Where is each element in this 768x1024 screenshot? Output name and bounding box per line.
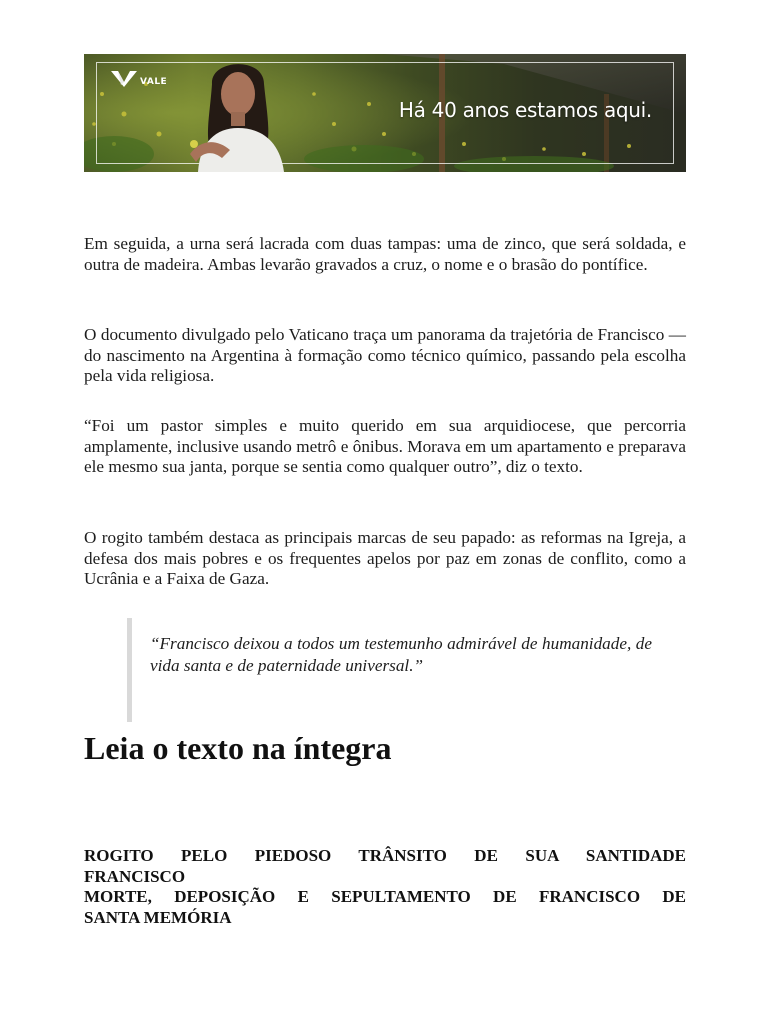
- rogito-title-line: MORTE, DEPOSIÇÃO E SEPULTAMENTO DE FRANCISCO DE: [84, 887, 686, 906]
- article-paragraph: O rogito também destaca as principais marcas de seu papado: as reformas na Igreja, a defesa dos mais pobres e os frequentes apelos por paz em zonas de conflito, como a Ucrânia e a Faixa de Gaza.: [84, 528, 686, 588]
- rogito-title-line: FRANCISCO: [84, 866, 186, 886]
- article-paragraph: “Foi um pastor simples e muito querido em sua arquidiocese, que percorria amplamente, inclusive usando metrô e ônibus. Morava em um apartamento e preparava ele mesmo sua janta, porque se sentia como qualquer outro”, diz o texto.: [84, 416, 686, 476]
- rogito-title-line: SANTA MEMÓRIA: [84, 907, 232, 927]
- blockquote-text: “Francisco deixou a todos um testemunho admirável de humanidade, de vida santa e de paternidade universal.”: [150, 634, 652, 675]
- vale-logo: [110, 68, 167, 88]
- article-paragraph: O documento divulgado pelo Vaticano traça um panorama da trajetória de Francisco — do nascimento na Argentina à formação como técnico químico, passando pela escolha pela vida religiosa.: [84, 325, 686, 385]
- article-paragraph: Em seguida, a urna será lacrada com duas tampas: uma de zinco, que será soldada, e outra de madeira. Ambas levarão gravados a cruz, o nome e o brasão do pontífice.: [84, 234, 686, 274]
- woman-photo: [172, 54, 302, 172]
- banner-slogan: Há 40 anos estamos aqui.: [398, 98, 652, 122]
- vale-logo-icon: [110, 68, 138, 88]
- rogito-title: [84, 846, 686, 928]
- rogito-title-line: ROGITO PELO PIEDOSO TRÂNSITO DE SUA SANTIDADE: [84, 846, 686, 865]
- blockquote: [127, 618, 652, 722]
- advertisement-banner[interactable]: [84, 54, 686, 172]
- section-heading: Leia o texto na íntegra: [84, 730, 392, 766]
- brand-name: VALE: [140, 77, 168, 87]
